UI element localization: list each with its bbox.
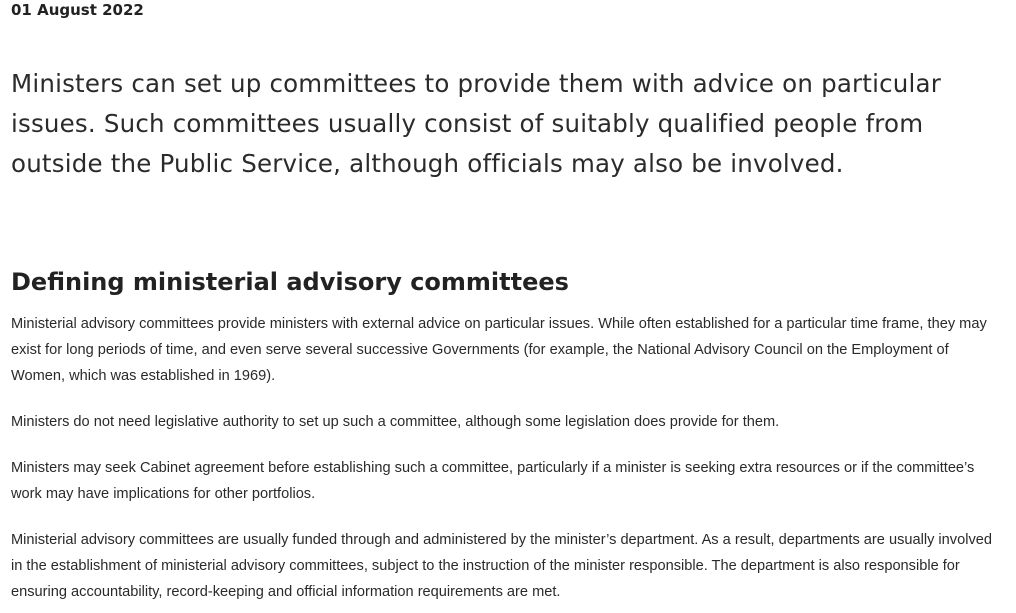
- publish-date: 01 August 2022: [11, 1, 144, 19]
- lead-paragraph: Ministers can set up committees to provide them with advice on particular issues. Such committees usually consist of suitably qualified people from outside the Public Service, although officials may also be involved.: [11, 69, 942, 178]
- article-content: [11, 0, 1005, 605]
- body-paragraph-3: Ministers may seek Cabinet agreement before establishing such a committee, particularly if a minister is seeking extra resources or if the committee’s work may have implications for other portfolios.: [11, 460, 975, 502]
- body-paragraph-2: Ministers do not need legislative authority to set up such a committee, although some legislation does provide for them.: [11, 414, 780, 430]
- section-heading: Defining ministerial advisory committees: [11, 268, 569, 296]
- body-paragraph-1: Ministerial advisory committees provide ministers with external advice on particular issues. While often established for a particular time frame, they may exist for long periods of time, and even serve several successive Governments (for example, the National Advisory Council on the Employment of Women, which was established in 1969).: [11, 316, 987, 384]
- body-paragraph-4: Ministerial advisory committees are usually funded through and administered by the minister’s department. As a result, departments are usually involved in the establishment of ministerial advisory committees, subject to the instruction of the minister responsible. The department is also responsible for ensuring accountability, record-keeping and official information requirements are met.: [11, 532, 992, 600]
